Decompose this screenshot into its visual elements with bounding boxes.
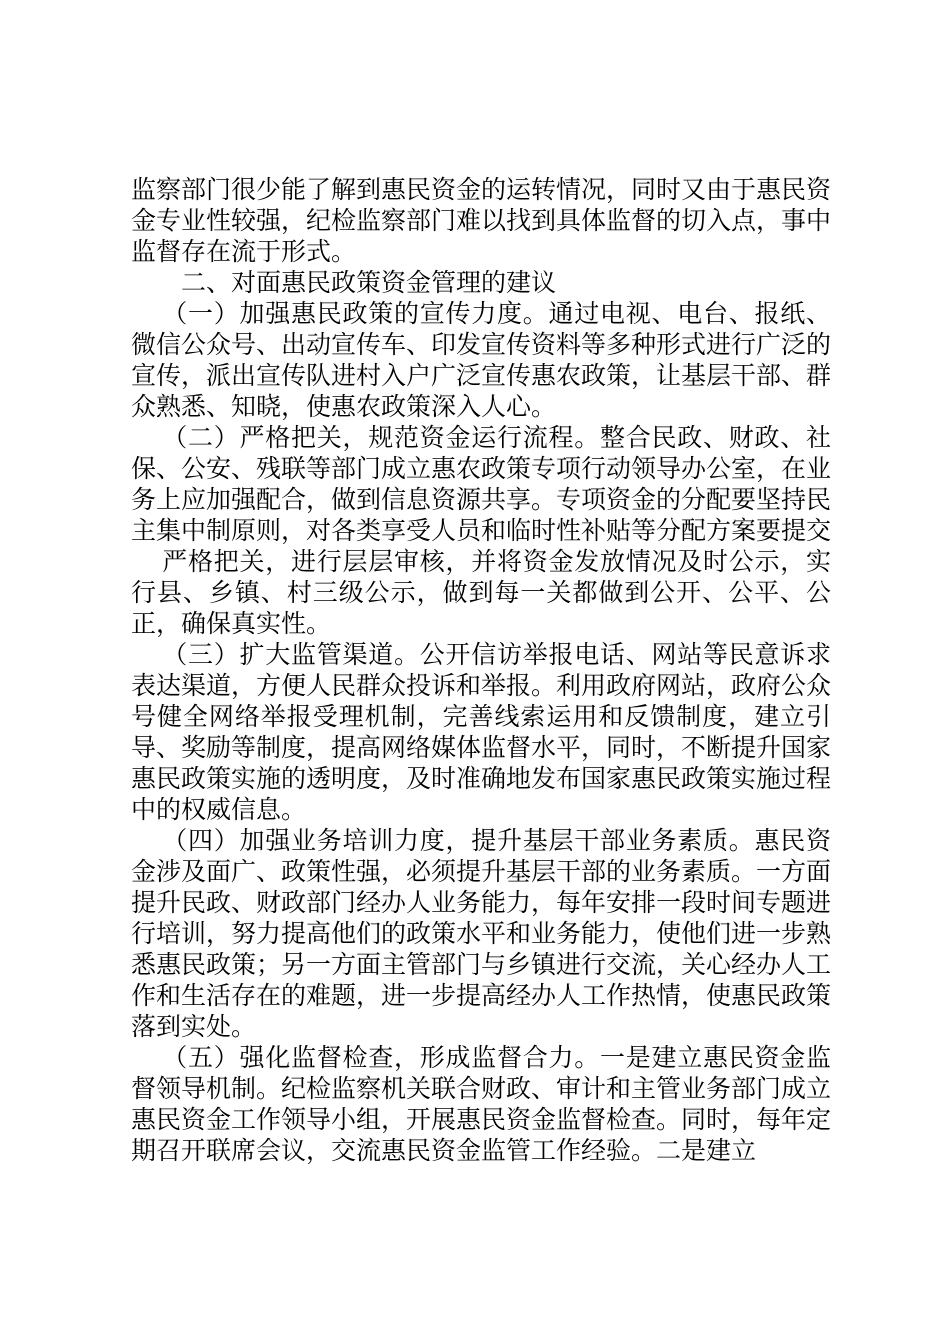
paragraph-supervision-channels: （三）扩大监管渠道。公开信访举报电话、网站等民意诉求表达渠道，方便人民群众投诉和举报。利用政府网站，政府公众号健全网络举报受理机制，完善线索运用和反馈制度，建立引导、奖励等制度，提高网络媒体监督水平，同时，不断提升国家惠民政策实施的透明度，及时准确地发布国家惠民政策实施过程中的权威信息。 [131,640,832,824]
paragraph-continuation: 监察部门很少能了解到惠民资金的运转情况，同时又由于惠民资金专业性较强，纪检监察部门难以找到具体监督的切入点，事中监督存在流于形式。 [131,175,832,266]
paragraph-inspection: （五）强化监督检查，形成监督合力。一是建立惠民资金监督领导机制。纪检监察机关联合财政、审计和主管业务部门成立惠民资金工作领导小组，开展惠民资金监督检查。同时，每年定期召开联席会议，交流惠民资金监管工作经验。二是建立 [131,1043,832,1165]
paragraph-publicity: （一）加强惠民政策的宣传力度。通过电视、电台、报纸、微信公众号、出动宣传车、印发宣传资料等多种形式进行广泛的宣传，派出宣传队进村入户广泛宣传惠农政策，让基层干部、群众熟悉、知晓，使惠农政策深入人心。 [131,299,832,421]
paragraph-training: （四）加强业务培训力度，提升基层干部业务素质。惠民资金涉及面广、政策性强，必须提升基层干部的业务素质。一方面提升民政、财政部门经办人业务能力，每年安排一段时间专题进行培训，努力提高他们的政策水平和业务能力，使他们进一步熟悉惠民政策；另一方面主管部门与乡镇进行交流，关心经办人工作和生活存在的难题，进一步提高经办人工作热情，使惠民政策落到实处。 [131,826,832,1041]
document-body [131,174,831,1166]
paragraph-strict-review: 严格把关，进行层层审核，并将资金发放情况及时公示，实行县、乡镇、村三级公示，做到每一关都做到公开、公平、公正，确保真实性。 [131,547,831,638]
paragraph-strict-control: （二）严格把关，规范资金运行流程。整合民政、财政、社保、公安、残联等部门成立惠农政策专项行动领导办公室，在业务上应加强配合，做到信息资源共享。专项资金的分配要坚持民主集中制原则，对各类享受人员和临时性补贴等分配方案要提交 [131,423,832,545]
section-heading: 二、对面惠民政策资金管理的建议 [181,268,557,297]
